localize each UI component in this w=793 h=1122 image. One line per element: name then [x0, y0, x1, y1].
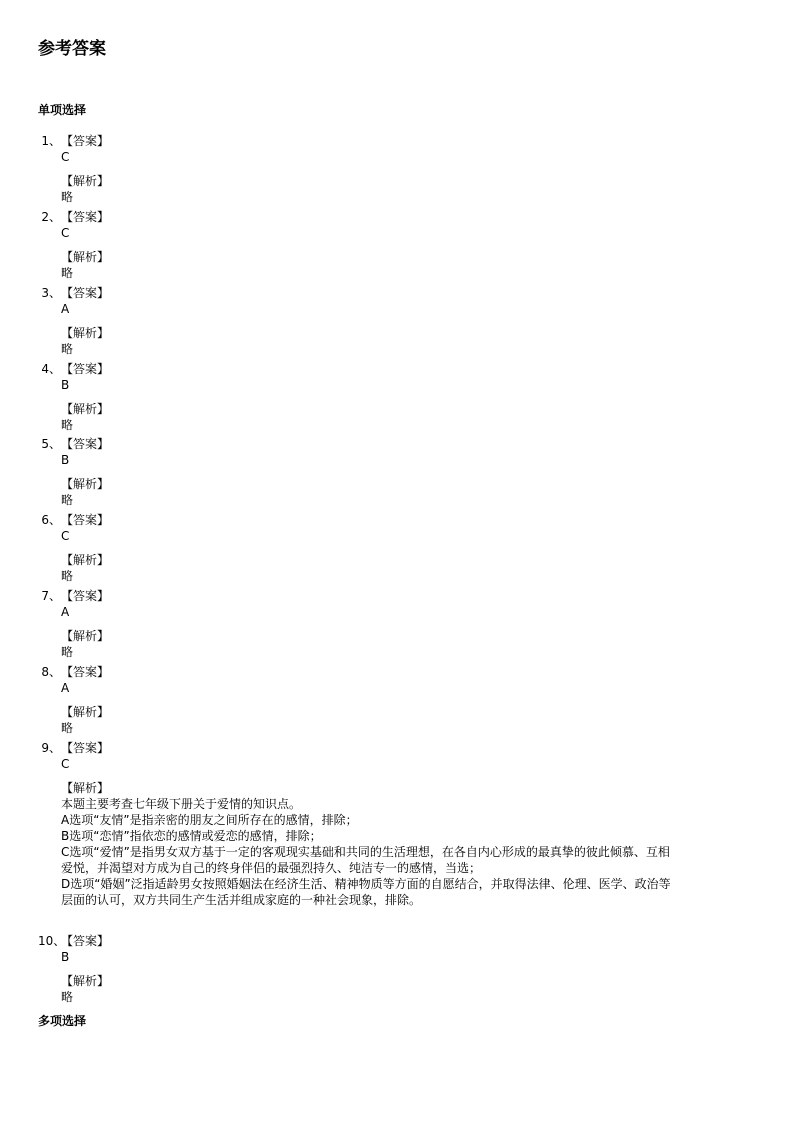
- question-header: [38, 740, 738, 756]
- answer-value: A: [61, 302, 70, 316]
- spacer: [61, 468, 738, 476]
- question-body: [61, 149, 738, 205]
- section-title-multiple-choice: 多项选择: [38, 1014, 87, 1028]
- analysis-label: 【解析】: [61, 326, 110, 340]
- analysis-label: 【解析】: [61, 553, 110, 567]
- question-body: [61, 680, 738, 736]
- spacer: [61, 393, 738, 401]
- answer-value: B: [61, 453, 70, 467]
- answer-label: 【答案】: [61, 286, 110, 300]
- analysis-label: 【解析】: [61, 629, 110, 643]
- analysis-line: 略: [61, 721, 74, 735]
- spacer: [61, 620, 738, 628]
- analysis-text: [61, 189, 738, 205]
- analysis-text: [61, 568, 738, 584]
- question-item: [38, 133, 738, 205]
- question-header: [38, 512, 738, 528]
- question-number: 9、: [41, 741, 61, 755]
- answer-value: C: [61, 226, 70, 240]
- section-title-single-choice: 单项选择: [38, 103, 87, 117]
- analysis-label: 【解析】: [61, 477, 110, 491]
- question-item: [38, 436, 738, 508]
- analysis-line: 略: [61, 569, 74, 583]
- question-item: [38, 512, 738, 584]
- answer-label: 【答案】: [61, 741, 110, 755]
- answer-label: 【答案】: [61, 513, 110, 527]
- analysis-line: 略: [61, 342, 74, 356]
- answer-label: 【答案】: [61, 665, 110, 679]
- question-number: 3、: [41, 286, 61, 300]
- question-item: [38, 588, 738, 660]
- answer-value: B: [61, 950, 70, 964]
- analysis-line: 层面的认可，双方共同生产生活并组成家庭的一种社会现象，排除。: [61, 893, 422, 907]
- analysis-text: [61, 720, 738, 736]
- analysis-label: 【解析】: [61, 250, 110, 264]
- analysis-label: 【解析】: [61, 705, 110, 719]
- question-item: [38, 933, 738, 1005]
- question-item: [38, 740, 738, 908]
- answer-value: C: [61, 150, 70, 164]
- question-number: 7、: [41, 589, 61, 603]
- analysis-text: [61, 644, 738, 660]
- question-body: [61, 301, 738, 357]
- question-number: 10、: [38, 934, 66, 948]
- answer-value: B: [61, 378, 70, 392]
- answer-label: 【答案】: [61, 589, 110, 603]
- analysis-line: B选项“恋情”指依恋的感情或爱恋的感情，排除；: [61, 829, 322, 843]
- analysis-label: 【解析】: [61, 974, 110, 988]
- question-header: [38, 361, 738, 377]
- answer-label: 【答案】: [61, 362, 110, 376]
- spacer: [61, 165, 738, 173]
- question-header: [38, 133, 738, 149]
- question-item: [38, 285, 738, 357]
- answer-value: A: [61, 681, 70, 695]
- analysis-line: 略: [61, 190, 74, 204]
- question-body: [61, 528, 738, 584]
- spacer: [61, 772, 738, 780]
- analysis-line: D选项“婚姻”泛指适龄男女按照婚姻法在经济生活、精神物质等方面的自愿结合，并取得法律、伦理、医学、政治等: [61, 877, 671, 891]
- analysis-text: [61, 265, 738, 281]
- analysis-line: 爱悦，并渴望对方成为自己的终身伴侣的最强烈持久、纯洁专一的感情，当选；: [61, 861, 482, 875]
- analysis-label: 【解析】: [61, 402, 110, 416]
- answer-label: 【答案】: [61, 134, 110, 148]
- question-header: [38, 436, 738, 452]
- analysis-text: [61, 341, 738, 357]
- analysis-label: 【解析】: [61, 174, 110, 188]
- question-number: 2、: [41, 210, 61, 224]
- analysis-text: [61, 492, 738, 508]
- question-header: [38, 664, 738, 680]
- page-title: 参考答案: [38, 39, 106, 59]
- question-number: 1、: [41, 134, 61, 148]
- analysis-line: A选项“友情”是指亲密的朋友之间所存在的感情，排除；: [61, 813, 358, 827]
- analysis-text: [61, 796, 738, 908]
- question-body: [61, 225, 738, 281]
- question-header: [38, 209, 738, 225]
- question-item: [38, 664, 738, 736]
- spacer: [61, 965, 738, 973]
- question-item: [38, 209, 738, 281]
- analysis-line: 略: [61, 493, 74, 507]
- question-header: [38, 588, 738, 604]
- spacer: [61, 696, 738, 704]
- analysis-line: 本题主要考查七年级下册关于爱情的知识点。: [61, 797, 302, 811]
- answer-label: 【答案】: [61, 437, 110, 451]
- analysis-line: 略: [61, 990, 74, 1004]
- question-body: [61, 377, 738, 433]
- question-body: [61, 949, 738, 1005]
- answer-value: C: [61, 757, 70, 771]
- answer-value: C: [61, 529, 70, 543]
- question-number: 8、: [41, 665, 61, 679]
- question-number: 4、: [41, 362, 61, 376]
- question-header: [38, 285, 738, 301]
- question-body: [61, 604, 738, 660]
- answer-label: 【答案】: [61, 934, 110, 948]
- question-body: [61, 452, 738, 508]
- question-number: 5、: [41, 437, 61, 451]
- analysis-line: C选项“爱情”是指男女双方基于一定的客观现实基础和共同的生活理想，在各自内心形成的最真挚的彼此倾慕、互相: [61, 845, 670, 859]
- spacer: [61, 544, 738, 552]
- answer-label: 【答案】: [61, 210, 110, 224]
- analysis-label: 【解析】: [61, 781, 110, 795]
- question-item: [38, 361, 738, 433]
- analysis-line: 略: [61, 418, 74, 432]
- spacer: [61, 241, 738, 249]
- question-number: 6、: [41, 513, 61, 527]
- question-body: [61, 756, 738, 908]
- answer-value: A: [61, 605, 70, 619]
- question-header: [38, 933, 738, 949]
- analysis-text: [61, 989, 738, 1005]
- spacer: [61, 317, 738, 325]
- analysis-text: [61, 417, 738, 433]
- analysis-line: 略: [61, 645, 74, 659]
- analysis-line: 略: [61, 266, 74, 280]
